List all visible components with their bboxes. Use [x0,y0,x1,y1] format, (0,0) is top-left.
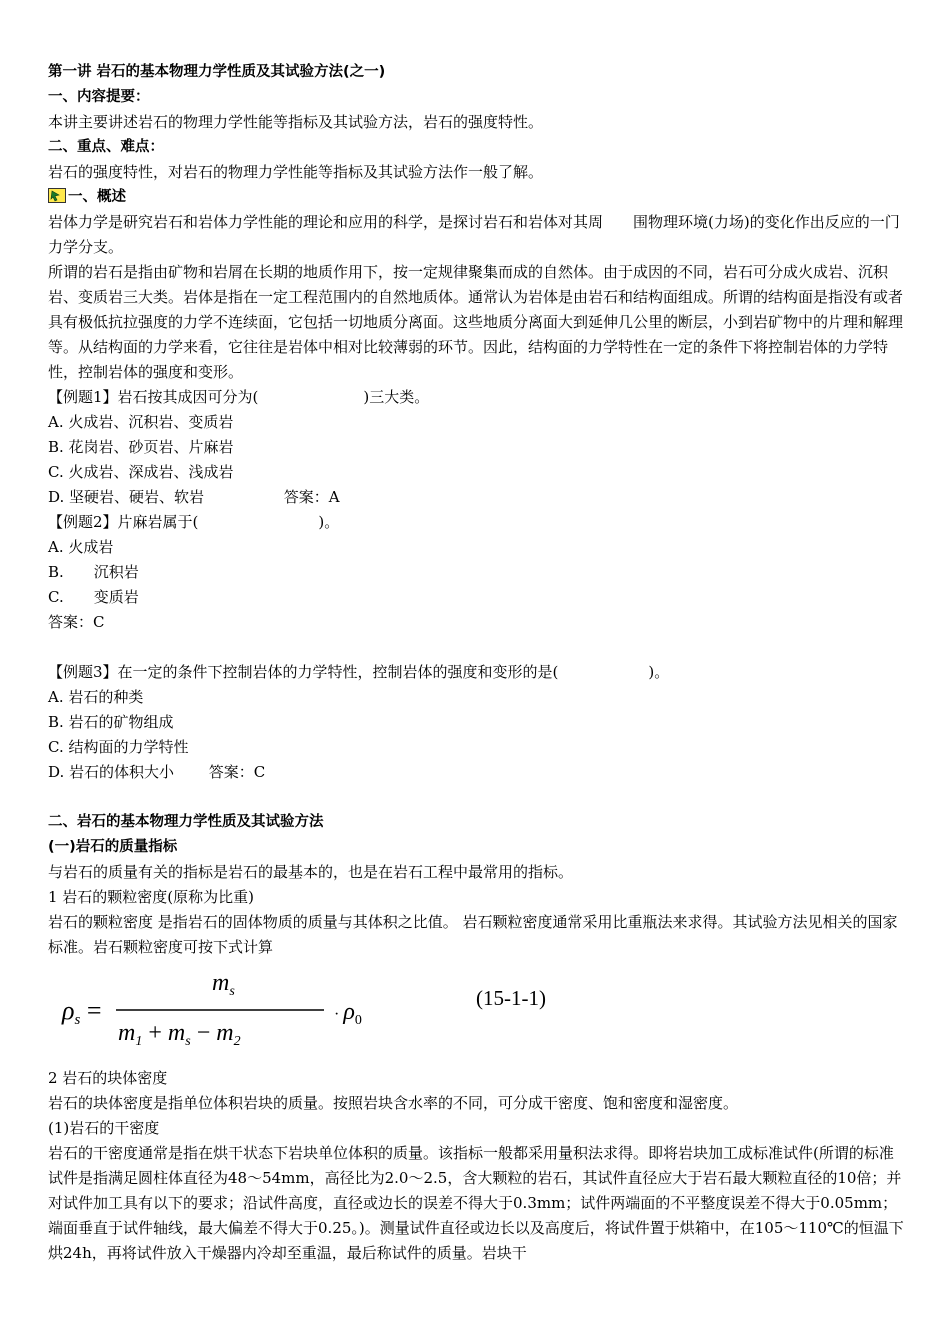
subsection-quality-text: 与岩石的质量有关的指标是岩石的最基本的，也是在岩石工程中最常用的指标。 [48,863,574,881]
item-particle-density-text: 岩石的颗粒密度 是指岩石的固体物质的质量与其体积之比值。 岩石颗粒密度通常采用比重瓶法来求得。其试验方法见相关的国家标准。岩石颗粒密度可按下式计算 [48,913,898,956]
formula-number: (15-1-1) [476,986,546,1010]
example2-option-a: A. 火成岩 [48,538,114,556]
example2-option-c: C. 变质岩 [48,588,139,606]
section-summary-heading: 一、内容提要： [48,89,150,105]
overview-heading: 一、概述 [68,189,126,205]
section-keypoints-heading: 二、重点、难点： [48,139,164,155]
item-dry-density-heading: (1)岩石的干密度 [48,1119,160,1137]
item-bulk-density-text: 岩石的块体密度是指单位体积岩块的质量。按照岩块含水率的不同，可分成干密度、饱和密度和湿密度。 [48,1094,739,1112]
lecture-title: 第一讲 岩石的基本物理力学性质及其试验方法(之一) [48,64,386,80]
formula-denominator: $m_1 + m_s - m_2$ [118,1020,241,1049]
paragraph-rock-mechanics: 岩体力学是研究岩石和岩体力学性能的理论和应用的科学，是探讨岩石和岩体对其周 围物理环境(力场)的变化作出反应的一门力学分支。 [48,213,900,256]
example1-option-a: A. 火成岩、沉积岩、变质岩 [48,413,234,431]
example2-option-b: B. 沉积岩 [48,563,139,581]
document-page [48,60,908,1266]
formula-lhs: ρs = [62,996,102,1028]
example3-option-a: A. 岩石的种类 [48,688,144,706]
formula-factor: · $\rho_0$ [334,999,362,1028]
paragraph-rock-definition: 所谓的岩石是指由矿物和岩屑在长期的地质作用下，按一定规律聚集而成的自然体。由于成因的不同，岩石可分成火成岩、沉积岩、变质岩三大类。岩体是指在一定工程范围内的自然地质体。通常认为岩体是由岩石和结构面组成。所谓的结构面是指没有或者具有极低抗拉强度的力学不连续面，它包括一切地质分离面。这些地质分离面大到延伸几公里的断层，小到岩矿物中的片理和解理等。从结构面的力学来看，它往往是岩体中相对比较薄弱的环节。因此，结构面的力学特性在一定的条件下将控制岩体的力学特性，控制岩体的强度和变形。 [48,263,904,381]
formula-numerator: $m_s$ [212,970,235,999]
item-particle-density-heading: 1 岩石的颗粒密度(原称为比重) [48,888,255,906]
example1-option-b: B. 花岗岩、砂页岩、片麻岩 [48,438,234,456]
example2-answer: 答案：C [48,613,105,631]
example1-option-d: D. 坚硬岩、硬岩、软岩 答案：A [48,488,340,506]
section-keypoints-text: 岩石的强度特性，对岩石的物理力学性能等指标及其试验方法作一般了解。 [48,163,544,181]
section-summary-text: 本讲主要讲述岩石的物理力学性能等指标及其试验方法，岩石的强度特性。 [48,113,544,131]
item-bulk-density-heading: 2 岩石的块体密度 [48,1069,168,1087]
example3-question: 【例题3】在一定的条件下控制岩体的力学特性，控制岩体的强度和变形的是( )。 [48,663,670,681]
note-icon [48,188,66,203]
subsection-quality-heading: (一)岩石的质量指标 [48,839,178,855]
formula-15-1-1 [48,966,908,1066]
example3-option-b: B. 岩石的矿物组成 [48,713,174,731]
example3-option-c: C. 结构面的力学特性 [48,738,189,756]
section2-heading: 二、岩石的基本物理力学性质及其试验方法 [48,814,324,830]
example1-question: 【例题1】岩石按其成因可分为( )三大类。 [48,388,430,406]
example3-option-d: D. 岩石的体积大小 答案：C [48,763,266,781]
item-dry-density-text: 岩石的干密度通常是指在烘干状态下岩块单位体积的质量。该指标一般都采用量积法求得。即将岩块加工成标准试件(所谓的标准试件是指满足圆柱体直径为48～54mm，高径比为2.0～2.5，含大颗粒的岩石，其试件直径应大于岩石最大颗粒直径的10倍；并对试件加工具有以下的要求；沿试件高度，直径或边长的误差不得大于0.3mm；试件两端面的不平整度误差不得大于0.05mm；端面垂直于试件轴线，最大偏差不得大于0.25。)。测量试件直径或边长以及高度后，将试件置于烘箱中，在105～110℃的恒温下烘24h，再将试件放入干燥器内冷却至重温，最后称试件的质量。岩块干 [48,1144,904,1262]
example2-question: 【例题2】片麻岩属于( )。 [48,513,340,531]
example1-option-c: C. 火成岩、深成岩、浅成岩 [48,463,234,481]
overview-heading-row [48,185,908,210]
